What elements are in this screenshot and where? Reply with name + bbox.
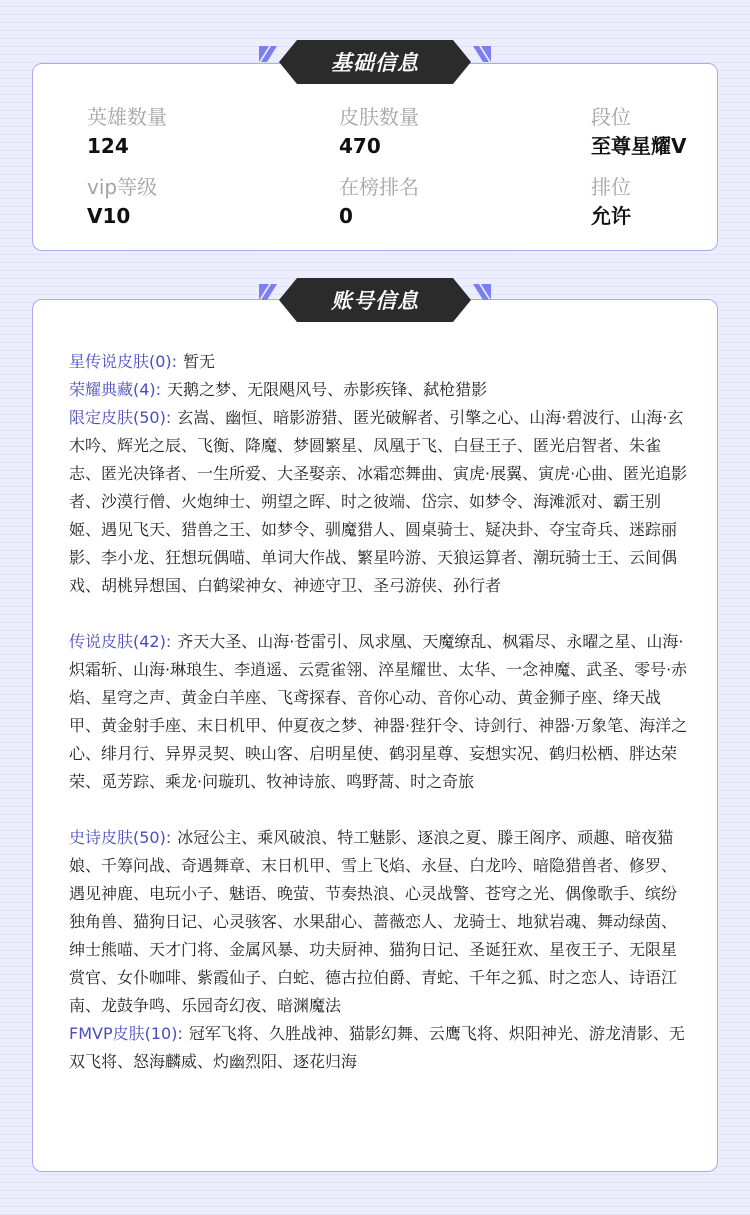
basic-info-card	[32, 63, 718, 251]
stat-value: 0	[339, 204, 353, 228]
stat-label: 在榜排名	[339, 175, 419, 199]
stat-skin-count	[339, 102, 591, 160]
basic-stats-grid	[87, 102, 707, 230]
section-text: 冠军飞将、久胜战神、猫影幻舞、云鹰飞将、炽阳神光、游龙清影、无双飞将、怒海麟威、灼幽烈阳、逐花归海	[69, 1024, 685, 1071]
stat-label: 段位	[591, 105, 631, 129]
stat-value: 至尊星耀V	[591, 134, 687, 158]
stat-label: 排位	[591, 175, 631, 199]
stat-rank-tier	[591, 102, 707, 160]
basic-info-banner	[255, 38, 495, 86]
section-title: 基础信息	[331, 51, 419, 75]
skin-section-legend	[69, 628, 691, 796]
stat-value: 允许	[591, 204, 631, 228]
stat-vip-level	[87, 172, 339, 230]
section-label: FMVP皮肤(10):	[69, 1024, 183, 1043]
stat-value: 470	[339, 134, 381, 158]
section-label: 星传说皮肤(0):	[69, 352, 178, 371]
section-text: 玄嵩、幽恒、暗影游猎、匿光破解者、引擎之心、山海·碧波行、山海·玄木吟、辉光之辰、飞衡、降魔、梦圆繁星、凤凰于飞、白昼王子、匿光启智者、朱雀志、匿光决锋者、一生所爱、大圣娶亲、冰霜恋舞曲、寅虎·展翼、寅虎·心曲、匿光追影者、沙漠行僧、火炮绅士、朔望之晖、时之彼端、岱宗、如梦令、海滩派对、霸王别姬、遇见飞天、猎兽之王、如梦令、驯魔猎人、圆桌骑士、疑决卦、夺宝奇兵、迷踪丽影、李小龙、狂想玩偶喵、单词大作战、繁星吟游、天狼运算者、潮玩骑士王、云间偶戏、胡桃异想国、白鹤梁神女、神迹守卫、圣弓游侠、孙行者	[69, 408, 688, 595]
skin-section-star-legend	[69, 348, 691, 376]
skin-section-epic	[69, 824, 691, 1020]
section-text: 冰冠公主、乘风破浪、特工魅影、逐浪之夏、滕王阁序、顽趣、暗夜猫娘、千筹问战、奇遇舞章、末日机甲、雪上飞焰、永昼、白龙吟、暗隐猎兽者、修罗、遇见神鹿、电玩小子、魅语、晚萤、节奏热浪、心灵战警、苍穹之光、偶像歌手、缤纷独角兽、猫狗日记、心灵骇客、水果甜心、蔷薇恋人、龙骑士、地狱岩魂、舞动绿茵、绅士熊喵、天才门将、金属风暴、功夫厨神、猫狗日记、圣诞狂欢、星夜王子、无限星赏官、女仆咖啡、紫霞仙子、白蛇、德古拉伯爵、青蛇、千年之狐、时之恋人、诗语江南、龙鼓争鸣、乐园奇幻夜、暗渊魔法	[69, 828, 678, 1015]
stat-label: 皮肤数量	[339, 105, 419, 129]
skin-section-glory-collection	[69, 376, 691, 404]
stat-label: vip等级	[87, 175, 158, 199]
section-text: 天鹅之梦、无限飓风号、赤影疾锋、弑枪猎影	[167, 380, 488, 399]
section-label: 史诗皮肤(50):	[69, 828, 172, 847]
stat-label: 英雄数量	[87, 105, 167, 129]
skin-section-fmvp	[69, 1020, 691, 1076]
section-label: 限定皮肤(50):	[69, 408, 172, 427]
section-text: 暂无	[183, 352, 216, 371]
stat-ranked-allowed	[591, 172, 707, 230]
stat-value: V10	[87, 204, 131, 228]
stat-value: 124	[87, 134, 129, 158]
section-title: 账号信息	[331, 289, 419, 313]
account-info-card	[32, 299, 718, 1172]
skin-section-limited	[69, 404, 691, 600]
stat-leaderboard-rank	[339, 172, 591, 230]
section-text: 齐天大圣、山海·苍雷引、凤求凰、天魔缭乱、枫霜尽、永曜之星、山海·炽霜斩、山海·琳琅生、李逍遥、云霓雀翎、淬星耀世、太华、一念神魔、武圣、零号·赤焰、星穹之声、黄金白羊座、飞鸢探春、音你心动、音你心动、黄金狮子座、绛天战甲、黄金射手座、末日机甲、仲夏夜之梦、神器·狴犴令、诗剑行、神器·万象笔、海洋之心、绯月行、异界灵契、映山客、启明星使、鹤羽星尊、妄想实况、鹤归松栖、胖达荣荣、觅芳踪、乘龙·问璇玑、牧神诗旅、鸣野蒿、时之奇旅	[69, 632, 688, 791]
account-info-banner	[255, 276, 495, 324]
account-info-body	[69, 348, 691, 1076]
section-label: 荣耀典藏(4):	[69, 380, 162, 399]
section-label: 传说皮肤(42):	[69, 632, 172, 651]
stat-hero-count	[87, 102, 339, 160]
